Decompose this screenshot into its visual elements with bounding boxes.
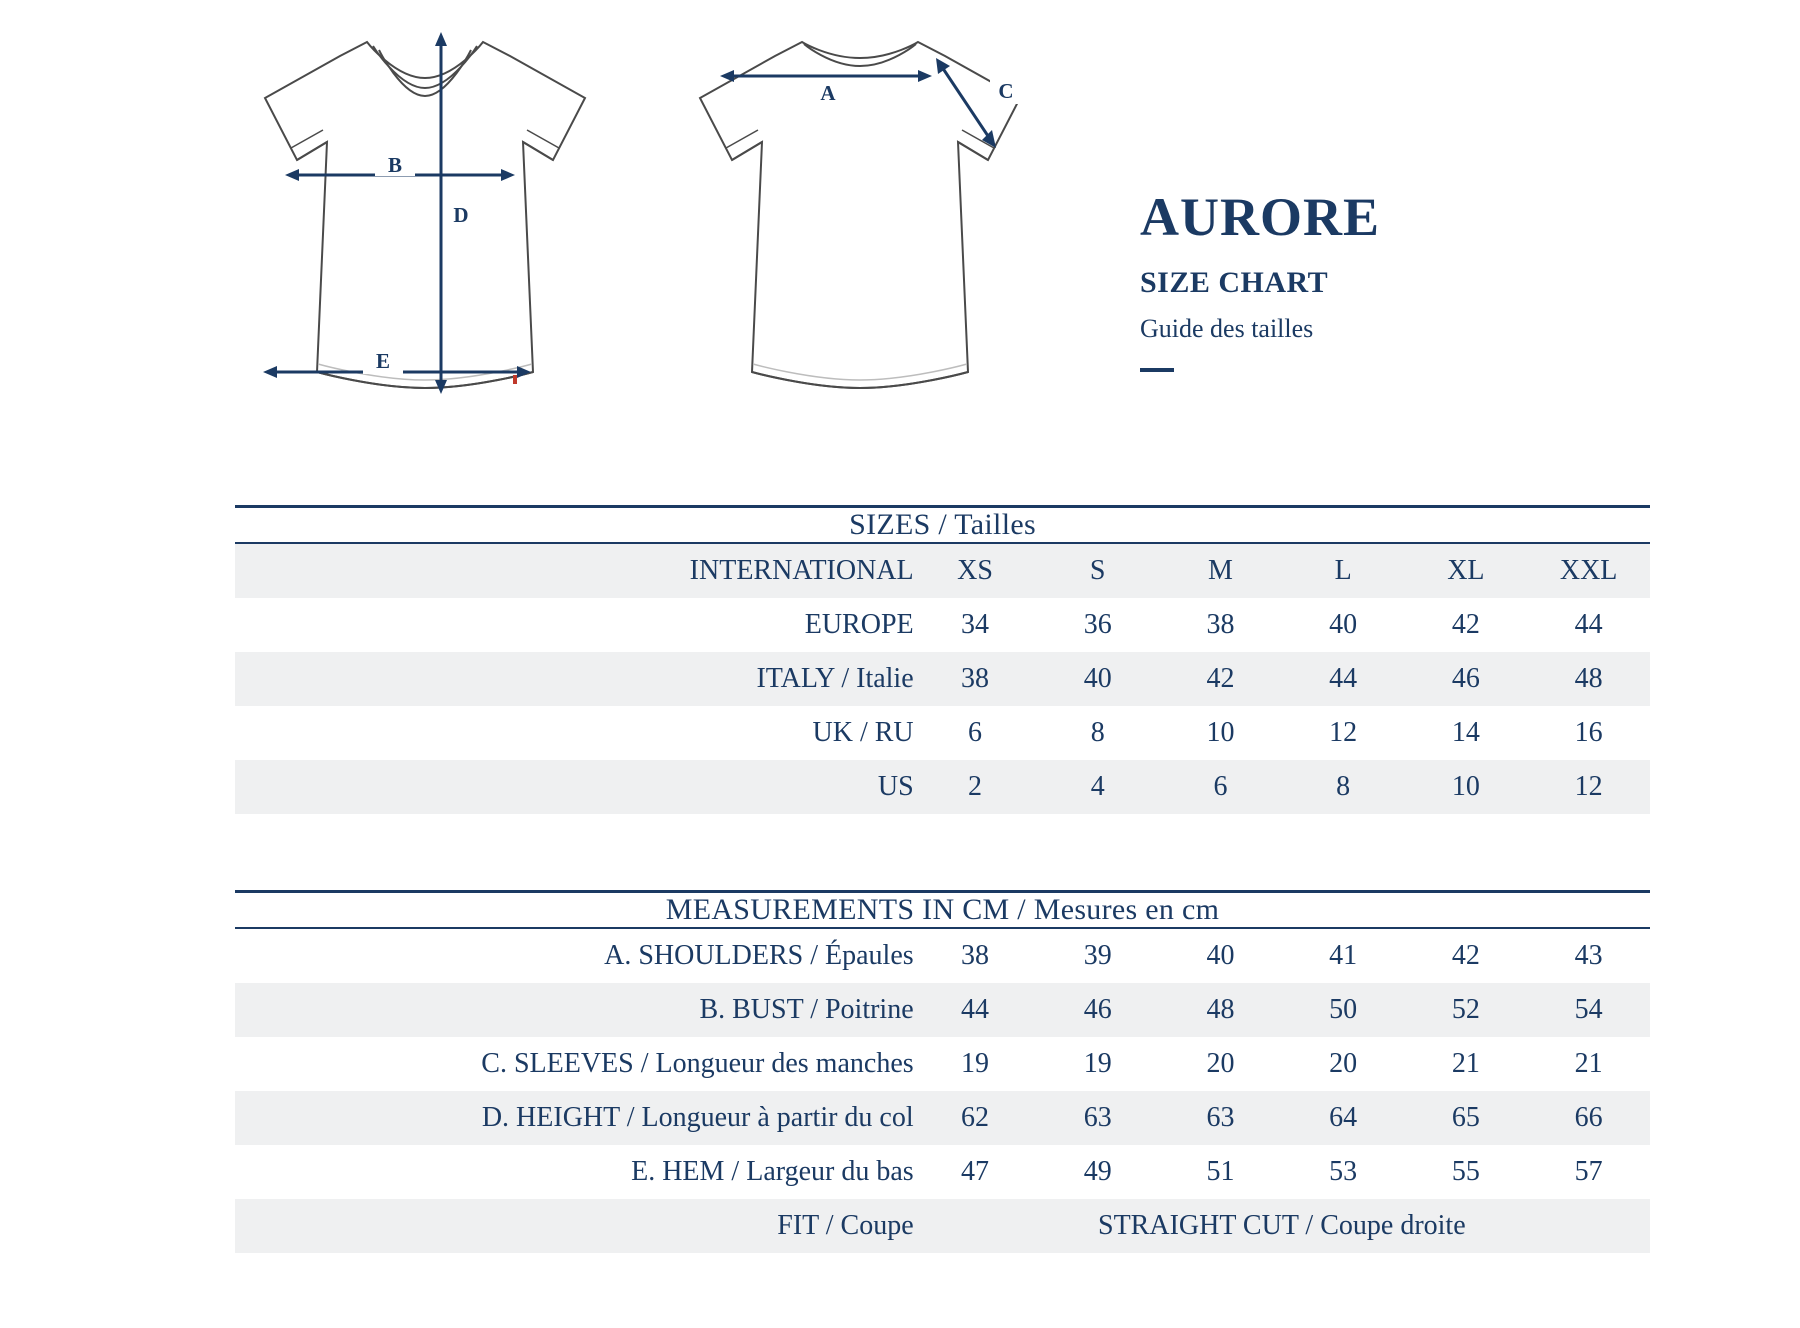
- fit-row: [235, 1199, 1650, 1253]
- row-value: 10: [1405, 760, 1528, 814]
- dim-label-b: B: [387, 153, 403, 177]
- row-value: M: [1159, 543, 1282, 598]
- row-value: 63: [1036, 1091, 1159, 1145]
- row-value: 47: [961, 1156, 989, 1187]
- row-value: 4: [1036, 760, 1159, 814]
- row-value: XXL: [1527, 543, 1650, 598]
- measurements-section-title: MEASUREMENTS IN CM / Mesures en cm: [235, 892, 1650, 929]
- row-value: 62: [914, 1091, 1037, 1145]
- row-value: 8: [1090, 717, 1105, 748]
- row-value: 65: [1405, 1091, 1528, 1145]
- row-value: 42: [1451, 609, 1480, 640]
- row-value: 34: [961, 609, 989, 640]
- row-value: 21: [1451, 1048, 1480, 1079]
- row-value: 38: [914, 652, 1037, 706]
- back-tshirt-technical-drawing: [690, 20, 1030, 420]
- row-value: 63: [1159, 1091, 1282, 1145]
- row-label: E. HEM / Largeur du bas: [631, 1156, 914, 1187]
- row-value: 19: [961, 1048, 989, 1079]
- row-value: 51: [1206, 1156, 1235, 1187]
- table-row: [235, 928, 1650, 983]
- row-value: L: [1282, 543, 1405, 598]
- row-value: 55: [1451, 1156, 1480, 1187]
- table-row: [235, 983, 1650, 1037]
- row-value: 36: [1083, 609, 1112, 640]
- row-value: XL: [1405, 543, 1528, 598]
- row-value: XS: [914, 543, 1037, 598]
- row-value: 12: [1527, 760, 1650, 814]
- row-label: EUROPE: [804, 609, 914, 640]
- row-value: 2: [914, 760, 1037, 814]
- page-title: SIZE CHART: [1140, 266, 1329, 299]
- row-value: 44: [914, 983, 1037, 1037]
- table-row: [235, 543, 1650, 598]
- table-row: [235, 760, 1650, 814]
- row-label: C. SLEEVES / Longueur des manches: [481, 1048, 914, 1079]
- row-value: 39: [1083, 940, 1112, 971]
- row-value: 50: [1282, 983, 1405, 1037]
- row-value: 52: [1405, 983, 1528, 1037]
- row-value: 64: [1282, 1091, 1405, 1145]
- row-value: 14: [1451, 717, 1480, 748]
- row-value: 48: [1527, 652, 1650, 706]
- row-value: 49: [1083, 1156, 1112, 1187]
- dim-label-d: D: [453, 203, 469, 227]
- row-value: 41: [1329, 940, 1358, 971]
- sizes-table: [235, 505, 1650, 814]
- row-value: 20: [1206, 1048, 1235, 1079]
- table-row: [235, 652, 1650, 706]
- sizes-table-container: [235, 505, 1650, 814]
- row-value: 21: [1574, 1048, 1603, 1079]
- row-label: INTERNATIONAL: [235, 543, 914, 598]
- illustration-area: [0, 0, 1800, 500]
- row-value: 20: [1329, 1048, 1358, 1079]
- row-value: 12: [1329, 717, 1358, 748]
- front-tshirt-technical-drawing: [255, 20, 595, 420]
- row-value: 6: [968, 717, 982, 748]
- dim-label-c: C: [998, 79, 1014, 103]
- row-value: 66: [1527, 1091, 1650, 1145]
- row-label: UK / RU: [812, 717, 914, 748]
- row-label: D. HEIGHT / Longueur à partir du col: [235, 1091, 914, 1145]
- row-label: US: [235, 760, 914, 814]
- row-label: A. SHOULDERS / Épaules: [604, 940, 914, 971]
- page-subtitle: Guide des tailles: [1140, 314, 1314, 343]
- row-value: S: [1036, 543, 1159, 598]
- row-value: 57: [1574, 1156, 1603, 1187]
- row-value: 40: [1206, 940, 1235, 971]
- divider-dash: [1140, 368, 1174, 372]
- brand-name: AURORE: [1140, 187, 1381, 247]
- measurements-table: [235, 890, 1650, 1253]
- row-value: 19: [1083, 1048, 1112, 1079]
- row-value: 44: [1282, 652, 1405, 706]
- row-value: 53: [1329, 1156, 1358, 1187]
- table-row: [235, 1037, 1650, 1091]
- row-value: 16: [1574, 717, 1603, 748]
- measurements-table-container: [235, 890, 1650, 1253]
- row-value: 42: [1159, 652, 1282, 706]
- row-value: 40: [1329, 609, 1358, 640]
- row-value: 10: [1206, 717, 1235, 748]
- table-row: [235, 598, 1650, 652]
- row-value: 54: [1527, 983, 1650, 1037]
- row-value: 38: [961, 940, 989, 971]
- table-row: [235, 706, 1650, 760]
- table-row: [235, 1145, 1650, 1199]
- row-value: 6: [1159, 760, 1282, 814]
- row-value: 48: [1159, 983, 1282, 1037]
- row-value: 44: [1574, 609, 1603, 640]
- dim-label-a: A: [820, 81, 836, 105]
- row-label: ITALY / Italie: [235, 652, 914, 706]
- row-value: 46: [1036, 983, 1159, 1037]
- row-value: 42: [1451, 940, 1480, 971]
- fit-label: FIT / Coupe: [235, 1199, 914, 1253]
- row-value: 40: [1036, 652, 1159, 706]
- title-block: [1140, 187, 1590, 372]
- row-value: 8: [1282, 760, 1405, 814]
- row-value: 43: [1574, 940, 1603, 971]
- measurements-section-header: [235, 892, 1650, 929]
- sizes-section-title: SIZES / Tailles: [235, 507, 1650, 544]
- fit-value: STRAIGHT CUT / Coupe droite: [914, 1199, 1650, 1253]
- dim-label-e: E: [375, 349, 391, 373]
- row-label: B. BUST / Poitrine: [235, 983, 914, 1037]
- row-value: 38: [1206, 609, 1235, 640]
- sizes-section-header: [235, 507, 1650, 544]
- row-value: 46: [1405, 652, 1528, 706]
- table-row: [235, 1091, 1650, 1145]
